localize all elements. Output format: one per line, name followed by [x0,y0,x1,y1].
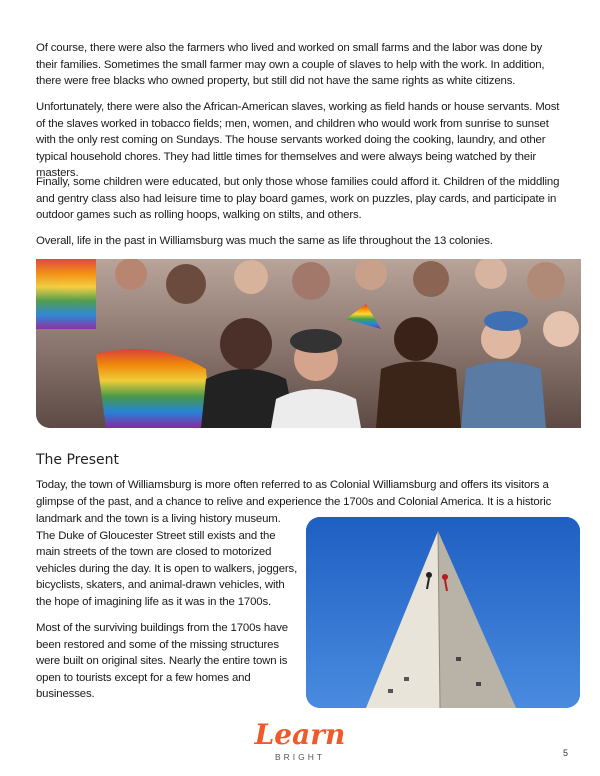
paragraph-farmers: Of course, there were also the farmers who lived and worked on small farms and the labor was done by their families. Sometimes the small farmer may own a couple of slaves to help with the work. In addition, there were free blacks who owned property, but still did not have the same rights as white citizens. [36,42,545,88]
logo-wordmark: Learn [254,718,346,751]
paragraph-slaves: Unfortunately, there were also the African-American slaves, working as field hands or house servants. Most of the slaves worked in tobacco fields; men, women, and children who would work from sunrise to sunset with the only rest coming on Sundays. The house servants worked doing the cooking, laundry, and other typical household chores. They had little times for themselves and were always being watched by their masters. [36,101,560,180]
crowd-photo [36,259,581,428]
learn-bright-logo [248,718,352,770]
section-heading-the-present: The Present [36,452,120,468]
monument-photo [306,517,580,708]
page-number: 5 [563,748,569,758]
paragraph-children: Finally, some children were educated, but only those whose families could afford it. Children of the middling and gentry class also had leisure time to play board games, work on puzzles, play cards, and participate in outdoor games such as rolling hoops, walking on stilts, and others. [36,176,560,222]
paragraph-today: Today, the town of Williamsburg is more often referred to as Colonial Williamsburg and offers its visitors a glimpse of the past, and a chance to relive and experience the 1700s and Colonial America. It is a historic [36,479,552,508]
paragraph-overall: Overall, life in the past in Williamsburg was much the same as life throughout the 13 colonies. [36,235,493,247]
logo-subtitle: BRIGHT [274,752,326,762]
paragraph-landmark: landmark and the town is a living history museum. The Duke of Gloucester Street still exists and the main streets of the town are closed to motorized vehicles during the day. It is open to walkers, joggers, bicyclists, skaters, and animal-drawn vehicles, with the hope of imagining life as it was in the 1700s. [36,513,298,608]
paragraph-buildings: Most of the surviving buildings from the 1700s have been restored and some of the missing structures were built on original sites. Nearly the entire town is open to tourists except for a few homes and businesses. [36,622,288,701]
